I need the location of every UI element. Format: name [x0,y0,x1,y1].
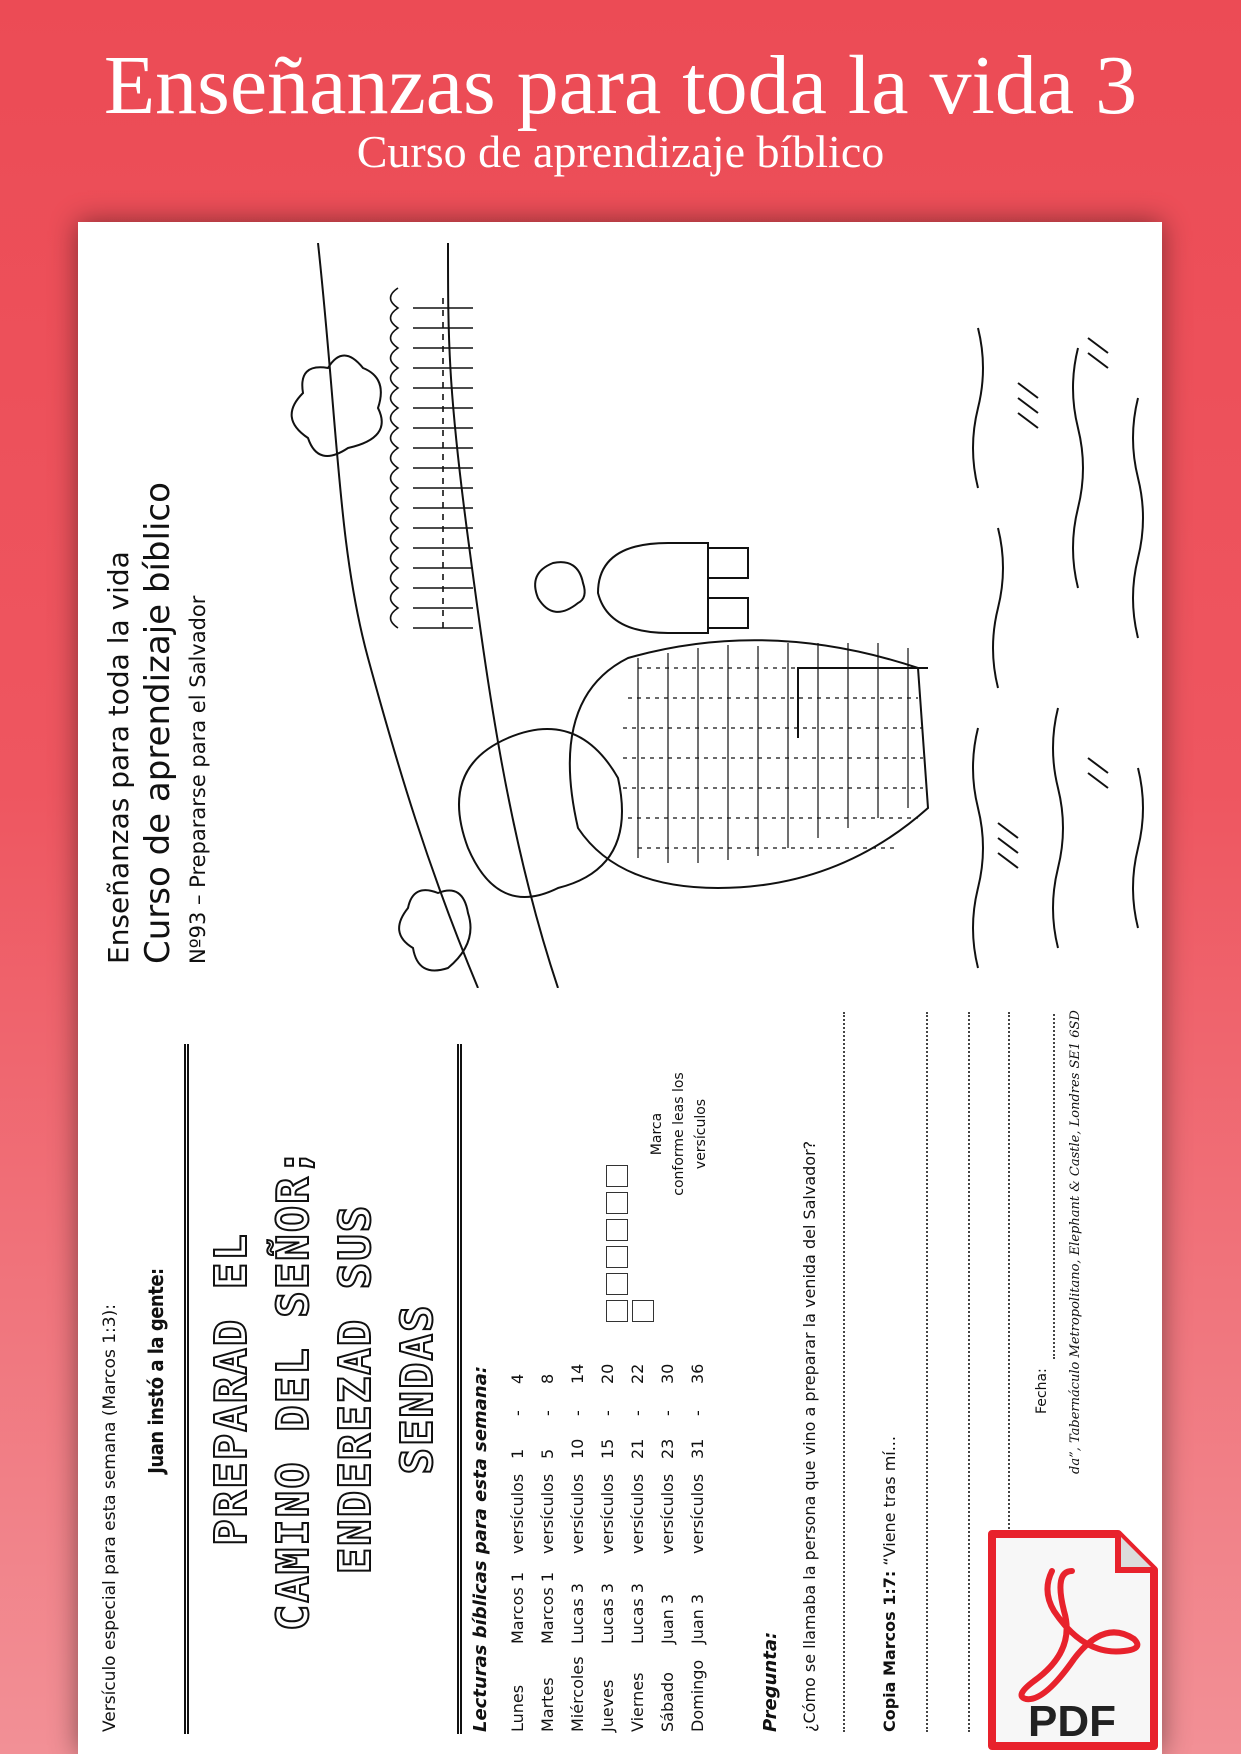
reading-day: Miércoles [568,1656,587,1732]
reading-word: versículos [538,1473,557,1554]
reading-day: Lunes [508,1684,527,1732]
worksheet-rotated-content [78,222,1162,1754]
reading-dash: - [598,1410,617,1416]
reading-from: 31 [688,1438,707,1459]
reading-word: versículos [628,1473,647,1554]
reading-book: Juan 3 [658,1593,677,1644]
reading-book: Lucas 3 [628,1583,647,1644]
copy-line[interactable] [968,1012,970,1732]
mark-note-line: conforme leas los [671,1072,687,1196]
copy-label: Copia Marcos 1:7: [880,1570,899,1732]
reading-to: 14 [568,1363,587,1384]
memory-verse-line: CAMINO DEL SEÑOR; [268,1146,319,1632]
reading-checkbox[interactable] [606,1300,628,1322]
reading-from: 1 [508,1448,527,1459]
worksheet-page [78,222,1162,1754]
reading-book: Lucas 3 [568,1583,587,1644]
memory-verse-box [184,1044,462,1734]
pdf-label: PDF [1028,1697,1116,1746]
reading-to: 30 [658,1363,677,1384]
question-title: Pregunta: [760,1631,781,1732]
reading-from: 23 [658,1438,677,1459]
reading-book: Marcos 1 [508,1571,527,1644]
reading-from: 10 [568,1438,587,1459]
reading-word: versículos [688,1473,707,1554]
verse-intro: Versículo especial para esta semana (Marcos 1:3): [100,1304,120,1732]
reading-checkboxes [606,1142,630,1322]
cover-series-title: Enseñanzas para toda la vida [102,551,135,964]
reading-checkbox[interactable] [606,1192,628,1214]
reading-book: Juan 3 [688,1593,707,1644]
date-line[interactable] [1053,1014,1055,1359]
banner-subtitle: Curso de aprendizaje bíblico [356,126,885,177]
memory-verse-line: ENDEREZAD SUS [330,1203,381,1575]
cover-lesson-title: Nº93 – Prepararse para el Salvador [186,595,210,964]
reading-day: Jueves [598,1679,617,1732]
mark-note [646,1034,712,1234]
question-text: ¿Cómo se llamaba la persona que vino a preparar la venida del Salvador? [800,1140,819,1732]
reading-word: versículos [598,1473,617,1554]
publisher-credit: da”, Tabernáculo Metropolitano, Elephant & Castle, Londres SE1 6SD [1068,1010,1083,1474]
reading-dash: - [628,1410,647,1416]
reading-book: Lucas 3 [598,1583,617,1644]
cover-course-title: Curso de aprendizaje bíblico [138,482,178,964]
reading-checkbox[interactable] [632,1300,654,1322]
copy-instruction [880,1436,899,1732]
reading-checkbox[interactable] [606,1273,628,1295]
reading-from: 21 [628,1438,647,1459]
reading-word: versículos [658,1473,677,1554]
reading-dash: - [688,1410,707,1416]
reading-dash: - [658,1410,677,1416]
reading-book: Marcos 1 [538,1571,557,1644]
pdf-badge[interactable] [984,1526,1160,1754]
reading-dash: - [508,1410,527,1416]
reading-to: 36 [688,1363,707,1384]
reading-day: Domingo [688,1659,707,1732]
mark-note-line: Marca [649,1112,665,1156]
reading-to: 4 [508,1373,527,1384]
memory-verse-text [201,1044,449,1734]
reading-to: 20 [598,1363,617,1384]
answer-line[interactable] [843,1012,845,1732]
reading-from: 5 [538,1448,557,1459]
reading-day: Sábado [658,1672,677,1732]
reading-word: versículos [568,1473,587,1554]
reading-word: versículos [508,1473,527,1554]
copy-text: “Viene tras mí... [880,1436,899,1566]
reading-day: Martes [538,1677,557,1732]
reading-checkbox[interactable] [606,1219,628,1241]
john-baptist-illustration [278,243,1162,988]
banner-title: Enseñanzas para toda la vida 3 [103,39,1138,132]
reading-checkbox[interactable] [606,1246,628,1268]
worksheet-cover-panel [78,222,1162,988]
verse-lead: Juan instó a la gente: [144,1268,168,1474]
reading-checkbox[interactable] [606,1165,628,1187]
reading-day: Viernes [628,1672,647,1732]
readings-title: Lecturas bíblicas para esta semana: [470,1365,491,1732]
reading-to: 8 [538,1373,557,1384]
reading-dash: - [538,1410,557,1416]
reading-dash: - [568,1410,587,1416]
date-label: Fecha: [1034,1368,1050,1414]
reading-to: 22 [628,1363,647,1384]
mark-note-line: versículos [693,1098,709,1170]
memory-verse-line: PREPARAD EL [206,1232,257,1546]
memory-verse-line: SENDAS [392,1303,443,1475]
reading-from: 15 [598,1438,617,1459]
copy-line[interactable] [926,1012,928,1732]
